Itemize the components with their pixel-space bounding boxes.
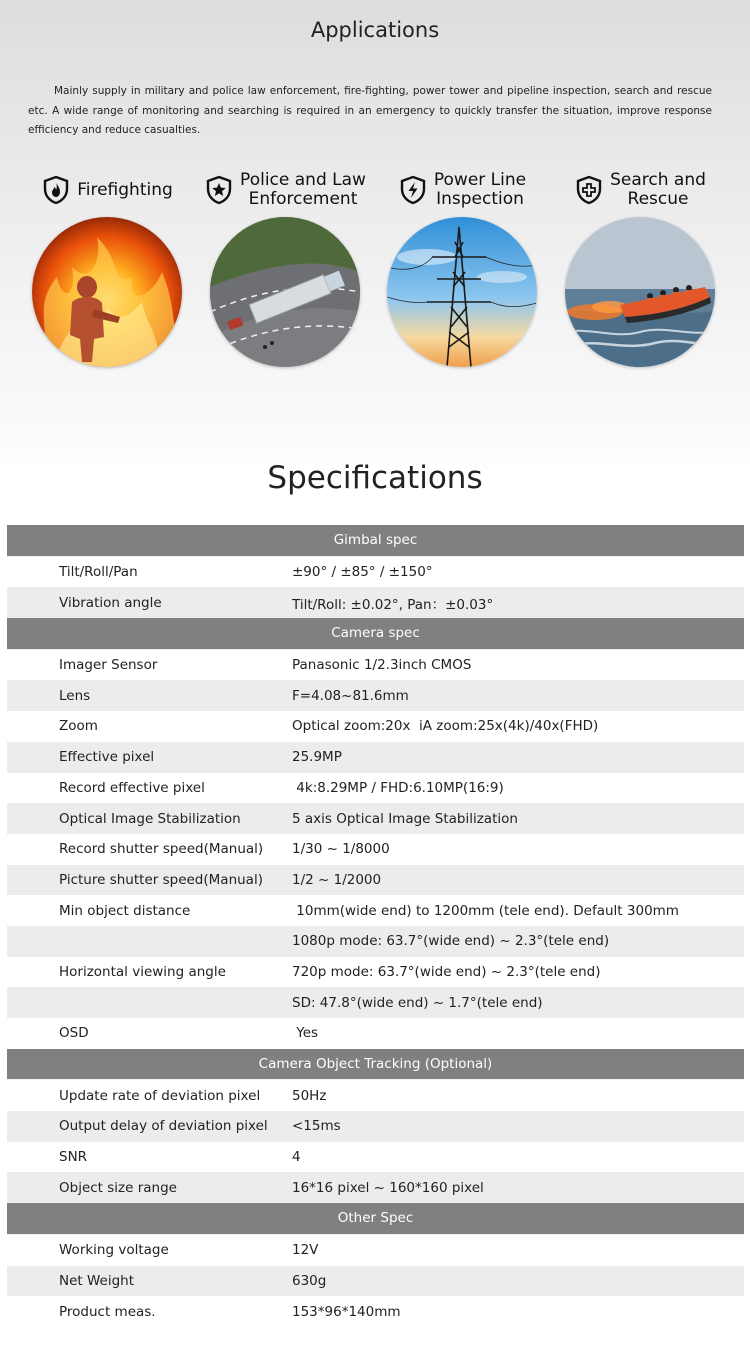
- spec-value: 4k:8.29MP / FHD:6.10MP(16:9): [292, 773, 744, 804]
- spec-row: [7, 1266, 744, 1297]
- spec-value: Yes: [292, 1018, 744, 1049]
- spec-row: [7, 926, 744, 957]
- application-label: Firefighting: [77, 179, 173, 200]
- spec-row: [7, 587, 744, 618]
- spec-key: Lens: [7, 680, 292, 711]
- spec-key: Vibration angle: [7, 587, 292, 618]
- spec-value: Panasonic 1/2.3inch CMOS: [292, 649, 744, 680]
- shield-fire-icon: [41, 175, 71, 205]
- application-police: [200, 168, 370, 373]
- spec-value: Tilt/Roll: ±0.02°, Pan：±0.03°: [292, 587, 744, 618]
- spec-value: 12V: [292, 1234, 744, 1265]
- spec-key: SNR: [7, 1142, 292, 1173]
- spec-row: [7, 1234, 744, 1265]
- application-header: [555, 168, 725, 212]
- spec-row: [7, 1080, 744, 1111]
- spec-key: Effective pixel: [7, 742, 292, 773]
- spec-value: 1/30 ~ 1/8000: [292, 834, 744, 865]
- spec-row: [7, 1018, 744, 1049]
- spec-row: [7, 803, 744, 834]
- firefighter-in-flames-photo: [32, 217, 182, 367]
- spec-row: [7, 1142, 744, 1173]
- specifications-table: [7, 525, 744, 1327]
- spec-value: 4: [292, 1142, 744, 1173]
- spec-value: 10mm(wide end) to 1200mm (tele end). Default 300mm: [292, 895, 744, 926]
- spec-section-header: [7, 1203, 744, 1234]
- spec-key: Zoom: [7, 711, 292, 742]
- application-label: Search and Rescue: [610, 170, 706, 209]
- shield-cross-icon: [574, 175, 604, 205]
- spec-key: Horizontal viewing angle: [7, 957, 292, 988]
- spec-section-title: Camera Object Tracking (Optional): [7, 1049, 744, 1080]
- spec-key: [7, 926, 292, 957]
- spec-value: ±90° / ±85° / ±150°: [292, 556, 744, 587]
- spec-key: Tilt/Roll/Pan: [7, 556, 292, 587]
- shield-bolt-icon: [398, 175, 428, 205]
- spec-key: Object size range: [7, 1172, 292, 1203]
- spec-row: [7, 1172, 744, 1203]
- application-label: Power Line Inspection: [433, 170, 527, 209]
- spec-section-title: Other Spec: [7, 1203, 744, 1234]
- spec-row: [7, 773, 744, 804]
- spec-row: [7, 1111, 744, 1142]
- spec-value: 50Hz: [292, 1080, 744, 1111]
- spec-value: 720p mode: 63.7°(wide end) ~ 2.3°(tele end): [292, 957, 744, 988]
- rescue-boat-photo: [565, 217, 715, 367]
- application-header: [200, 168, 370, 212]
- spec-key: [7, 987, 292, 1018]
- shield-star-icon: [204, 175, 234, 205]
- power-tower-photo: [387, 217, 537, 367]
- spec-value: F=4.08~81.6mm: [292, 680, 744, 711]
- specifications-title: Specifications: [267, 460, 483, 496]
- spec-row: [7, 556, 744, 587]
- application-power-line: [377, 168, 547, 373]
- highway-truck-accident-photo: [210, 217, 360, 367]
- spec-key: Update rate of deviation pixel: [7, 1080, 292, 1111]
- spec-key: Picture shutter speed(Manual): [7, 865, 292, 896]
- spec-value: Optical zoom:20x iA zoom:25x(4k)/40x(FHD): [292, 711, 744, 742]
- spec-key: Working voltage: [7, 1234, 292, 1265]
- application-search-rescue: [555, 168, 725, 373]
- spec-value: <15ms: [292, 1111, 744, 1142]
- spec-key: Net Weight: [7, 1266, 292, 1297]
- spec-value: 153*96*140mm: [292, 1296, 744, 1327]
- application-firefighting: [22, 168, 192, 373]
- spec-value: 630g: [292, 1266, 744, 1297]
- spec-value: 5 axis Optical Image Stabilization: [292, 803, 744, 834]
- spec-value: 16*16 pixel ~ 160*160 pixel: [292, 1172, 744, 1203]
- application-header: [377, 168, 547, 212]
- spec-row: [7, 742, 744, 773]
- spec-row: [7, 680, 744, 711]
- application-label: Police and Law Enforcement: [240, 170, 366, 209]
- spec-key: Record shutter speed(Manual): [7, 834, 292, 865]
- spec-value: 25.9MP: [292, 742, 744, 773]
- spec-row: [7, 957, 744, 988]
- application-header: [22, 168, 192, 212]
- spec-key: OSD: [7, 1018, 292, 1049]
- spec-row: [7, 834, 744, 865]
- spec-row: [7, 895, 744, 926]
- spec-section-header: [7, 618, 744, 649]
- applications-title: Applications: [310, 18, 440, 42]
- spec-section-title: Gimbal spec: [7, 525, 744, 556]
- spec-key: Output delay of deviation pixel: [7, 1111, 292, 1142]
- spec-key: Optical Image Stabilization: [7, 803, 292, 834]
- spec-row: [7, 649, 744, 680]
- spec-section-header: [7, 1049, 744, 1080]
- spec-row: [7, 987, 744, 1018]
- spec-section-header: [7, 525, 744, 556]
- spec-value: 1/2 ~ 1/2000: [292, 865, 744, 896]
- spec-row: [7, 1296, 744, 1327]
- spec-key: Record effective pixel: [7, 773, 292, 804]
- spec-key: Product meas.: [7, 1296, 292, 1327]
- spec-row: [7, 711, 744, 742]
- applications-intro: Mainly supply in military and police law enforcement, fire-fighting, power tower and pipeline inspection, search and rescue etc. A wide range of monitoring and searching is required in an emergency to quickly transfer the situation, improve response efficiency and reduce casualties.: [28, 85, 712, 136]
- spec-value: 1080p mode: 63.7°(wide end) ~ 2.3°(tele end): [292, 926, 744, 957]
- spec-section-title: Camera spec: [7, 618, 744, 649]
- spec-value: SD: 47.8°(wide end) ~ 1.7°(tele end): [292, 987, 744, 1018]
- spec-row: [7, 865, 744, 896]
- spec-key: Imager Sensor: [7, 649, 292, 680]
- spec-key: Min object distance: [7, 895, 292, 926]
